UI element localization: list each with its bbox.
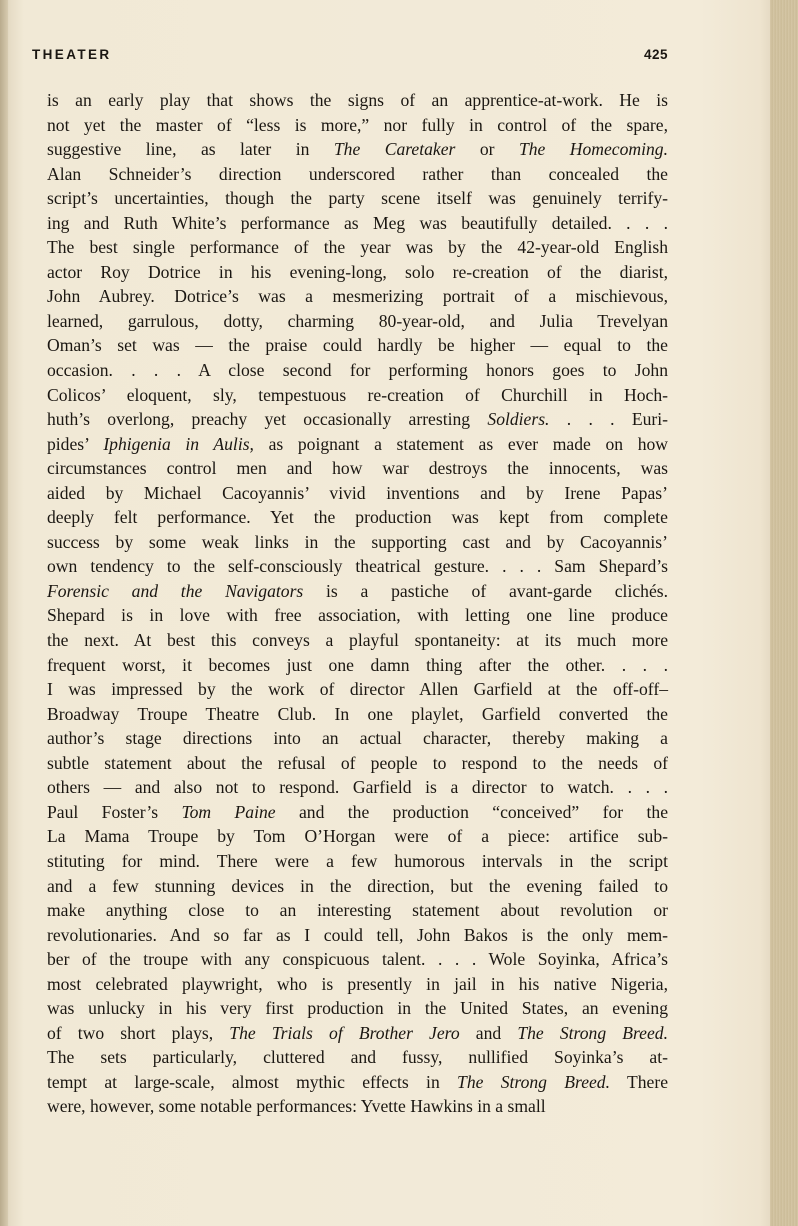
text-line: actor Roy Dotrice in his evening-long, solo re-creation of the diarist, xyxy=(47,261,668,282)
text-line xyxy=(47,432,668,457)
page-edge xyxy=(770,0,798,1226)
text-line: most celebrated playwright, who is presently in jail in his native Nigeria, xyxy=(47,973,668,994)
italic-title: The Trials of Brother Jero xyxy=(229,1022,460,1043)
text-run: as poignant a statement as ever made on how xyxy=(253,433,668,454)
text-run: and the production “conceived” for the xyxy=(275,801,669,822)
text-line: was unlucky in his very first production in the United States, an evening xyxy=(47,998,668,1019)
text-run: or xyxy=(455,139,519,160)
body-text xyxy=(47,88,668,1119)
text-line xyxy=(47,137,668,162)
text-line xyxy=(47,579,668,604)
text-line: own tendency to the self-consciously theatrical gesture. . . . Sam Shepard’s xyxy=(47,556,668,577)
text-run: of two short plays, xyxy=(47,1022,230,1043)
text-run: Paul Foster’s xyxy=(47,801,182,822)
text-line: make anything close to an interesting statement about revolution or xyxy=(47,900,668,921)
text-line: Alan Schneider’s direction underscored rather than concealed the xyxy=(47,163,668,184)
text-line: subtle statement about the refusal of people to respond to the needs of xyxy=(47,752,668,773)
page-header xyxy=(32,47,668,67)
text-line: Broadway Troupe Theatre Club. In one playlet, Garfield converted the xyxy=(47,703,668,724)
text-line: others — and also not to respond. Garfield is a director to watch. . . . xyxy=(47,777,668,798)
italic-title: Soldiers. xyxy=(487,409,550,430)
text-line: the next. At best this conveys a playful spontaneity: at its much more xyxy=(47,630,668,651)
text-line: occasion. . . . A close second for performing honors goes to John xyxy=(47,360,668,381)
text-run: tempt at large-scale, almost mythic effects in xyxy=(47,1071,458,1092)
text-line: The best single performance of the year was by the 42-year-old English xyxy=(47,237,668,258)
text-run: is a pastiche of avant-garde clichés. xyxy=(303,580,668,601)
italic-title: Iphigenia in Aulis, xyxy=(103,433,254,454)
text-line: stituting for mind. There were a few humorous intervals in the script xyxy=(47,850,668,871)
italic-title: The Strong Breed. xyxy=(457,1071,611,1092)
page-gutter xyxy=(0,0,8,1226)
text-line: John Aubrey. Dotrice’s was a mesmerizing portrait of a mischievous, xyxy=(47,286,668,307)
italic-title: The Caretaker xyxy=(333,139,456,160)
text-run: suggestive line, as later in xyxy=(47,139,334,160)
text-line: I was impressed by the work of director Allen Garfield at the off-off– xyxy=(47,679,668,700)
text-line: were, however, some notable performances: Yvette Hawkins in a small xyxy=(47,1096,546,1117)
text-run: pides’ xyxy=(47,433,104,454)
page-number: 425 xyxy=(643,47,668,62)
text-line: and a few stunning devices in the direction, but the evening failed to xyxy=(47,875,668,896)
text-line: ing and Ruth White’s performance as Meg was beautifully detailed. . . . xyxy=(47,212,668,233)
text-line: Oman’s set was — the praise could hardly be higher — equal to the xyxy=(47,335,668,356)
text-line xyxy=(47,1021,668,1046)
italic-title: The Strong Breed. xyxy=(517,1022,668,1043)
text-run: . . . Euri- xyxy=(549,409,668,430)
text-line xyxy=(47,1070,668,1095)
text-line: revolutionaries. And so far as I could tell, John Bakos is the only mem- xyxy=(47,924,668,945)
text-line: ber of the troupe with any conspicuous talent. . . . Wole Soyinka, Africa’s xyxy=(47,949,668,970)
text-line: aided by Michael Cacoyannis’ vivid inventions and by Irene Papas’ xyxy=(47,482,668,503)
italic-title: Tom Paine xyxy=(181,801,276,822)
text-line: La Mama Troupe by Tom O’Horgan were of a piece: artifice sub- xyxy=(47,826,668,847)
text-line: frequent worst, it becomes just one damn thing after the other. . . . xyxy=(47,654,668,675)
text-line: not yet the master of “less is more,” nor fully in control of the spare, xyxy=(47,114,668,135)
text-run: There xyxy=(610,1071,668,1092)
text-line: success by some weak links in the supporting cast and by Cacoyannis’ xyxy=(47,531,668,552)
text-line: Colicos’ eloquent, sly, tempestuous re-creation of Churchill in Hoch- xyxy=(47,384,668,405)
running-head: THEATER xyxy=(32,47,112,62)
text-line: The sets particularly, cluttered and fussy, nullified Soyinka’s at- xyxy=(47,1047,668,1068)
italic-title: The Homecoming. xyxy=(518,139,668,160)
text-run: and xyxy=(459,1022,518,1043)
text-line: author’s stage directions into an actual character, thereby making a xyxy=(47,728,668,749)
text-line: learned, garrulous, dotty, charming 80-year-old, and Julia Trevelyan xyxy=(47,310,668,331)
text-line: deeply felt performance. Yet the production was kept from complete xyxy=(47,507,668,528)
text-line: Shepard is in love with free association, with letting one line produce xyxy=(47,605,668,626)
text-line xyxy=(47,407,668,432)
italic-title: Forensic and the Navigators xyxy=(47,580,304,601)
text-line: script’s uncertainties, though the party scene itself was genuinely terrify- xyxy=(47,188,668,209)
text-run: huth’s overlong, preachy yet occasionally arresting xyxy=(47,409,488,430)
text-line: is an early play that shows the signs of an apprentice-at-work. He is xyxy=(47,90,668,110)
text-line: circumstances control men and how war destroys the innocents, was xyxy=(47,458,668,479)
text-line xyxy=(47,800,668,825)
